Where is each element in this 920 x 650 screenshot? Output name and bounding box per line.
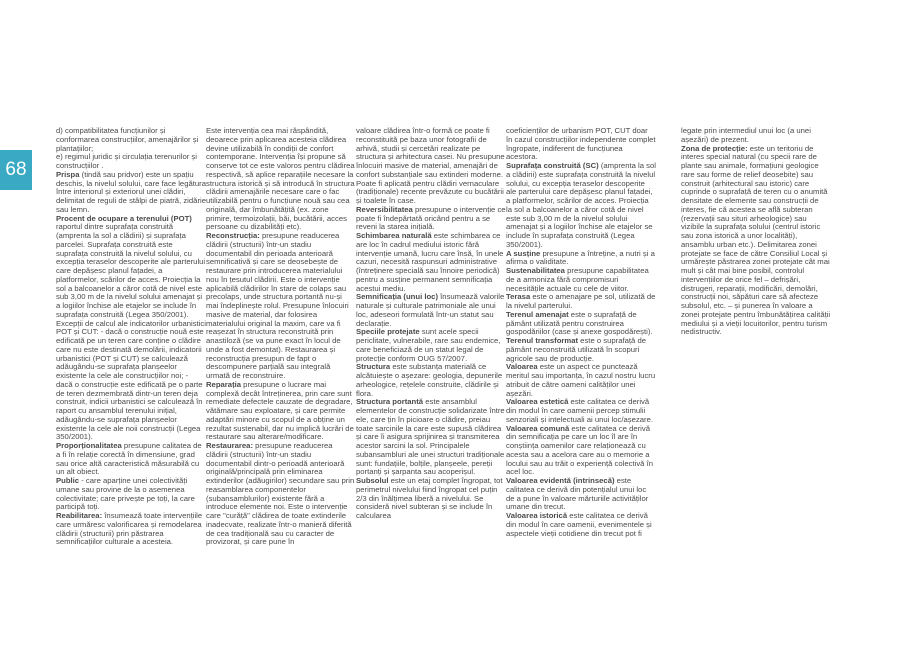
glossary-term: Valoarea evidentă (intrinsecă)	[506, 476, 615, 485]
glossary-definition: este o amenajare pe sol, utilizată de la nivelul parterului.	[506, 292, 656, 310]
glossary-entry	[506, 267, 656, 293]
glossary-definition: este un aspect ce punctează meritul sau importanța, în cazul nostru lucru atribuit de către oameni calităților unei așezări.	[506, 362, 656, 398]
glossary-definition: sunt acele specii periclitate, vulnerabile, rare sau endemice, care beneficiază de un statut legal de protecție conform OUG 57/2007.	[356, 327, 501, 363]
column-2	[206, 127, 356, 647]
glossary-entry	[506, 293, 656, 311]
glossary-term: Schimbarea naturală	[356, 231, 432, 240]
glossary-entry	[506, 127, 656, 162]
glossary-entry	[356, 293, 506, 328]
glossary-definition: este schimbarea ce are loc în cadrul mediului istoric fără intervenție umană, lucru care însă, în unele cazuri, necesită raspunsuri administrative (întreținere specială sau înnoire periodică) pentru a susține permanent semnificația acestui mediu.	[356, 231, 504, 293]
glossary-term: Structura	[356, 362, 391, 372]
glossary-definition: este ansamblul elementelor de construcție solidarizate între ele, care țin în picioare o clădire, preiau toate sarcinile la care este supusă clădirea și care îi asigura sprijinirea și transmiterea acestor sarcini la sol. Principalele subansambluri ale unei structuri tradiționale sunt: fundațiile, bolțile, planșeele, pereții portanți și șarpanta sau acoperișul.	[356, 397, 505, 477]
glossary-entry	[506, 162, 656, 250]
glossary-definition: raportul dintre suprafața construită (amprenta la sol a clădirii) și suprafața parcelei. Suprafața construită este suprafața construită la nivelul solului, cu excepția teraselor descoperite ale parterului care depășesc planul fațadei, a platformelor, scărilor de acces. Proiecția la sol a balcoanelor a căror cotă de nivel este sub 3,00 m de la nivelul solului amenajat și a logiilor închise ale etajelor se include în suprafața construită (Legea 350/2001). Excepții de calcul ale indicatorilor urbanistici POT și CUT: - dacă o construcție nouă este edificată pe un teren care conține o clădire care nu este destinată demolării, indicatorii urbanistici (POT și CUT) se calculează adăugându-se suprafața planșeelor existente la cele ale construcțiilor noi; - dacă o construcție este edificată pe o parte de teren dezmembrată dintr-un teren deja construit, indicii urbanistici se calculează în raport cu ansamblul terenului inițial, adăugându-se suprafața planșeelor existente la cele ale noii construcții (Legea 350/2001).	[56, 222, 206, 442]
glossary-definition: (amprenta la sol a clădirii) este suprafața construită la nivelul solului, cu excepția teraselor descoperite ale parterului care depășesc planul fațadei, a platformelor, scărilor de acces. Proiecția la sol a balcoanelor a căror cotă de nivel este sub 3,00 m de la nivelul solului amenajat și a logiilor închise ale etajelor se include în suprafața construită (Legea 350/2001).	[506, 161, 656, 249]
glossary-entry	[56, 442, 206, 477]
glossary-term: Suprafața construită (SC)	[506, 161, 599, 170]
glossary-term: Valoarea istorică	[506, 511, 568, 520]
glossary-term: Speciile protejate	[356, 327, 420, 337]
glossary-term: Subsolul	[356, 476, 389, 485]
glossary-definition: însumează valorile naturale și culturale patrimoniale ale unui loc, adeseori formulată într-un statut sau declarație.	[356, 292, 505, 328]
glossary-term: Proporționalitatea	[56, 441, 122, 450]
glossary-term: Prispa	[56, 169, 80, 179]
glossary-term: Valoarea	[506, 362, 538, 372]
glossary-entry	[506, 311, 656, 337]
glossary-entry	[356, 206, 506, 232]
glossary-term: Reconstrucția:	[206, 231, 260, 240]
glossary-entry	[506, 425, 656, 478]
glossary-term: Public	[56, 476, 80, 485]
glossary-entry	[506, 398, 656, 424]
glossary-entry	[206, 442, 356, 547]
text-columns	[0, 127, 920, 647]
glossary-entry	[681, 145, 831, 338]
glossary-term: Semnificația (unui loc)	[356, 292, 439, 302]
column-1	[56, 127, 206, 647]
glossary-definition: (tindă sau pridvor) este un spațiu deschis, la nivelul solului, care face legătura între interiorul și exteriorul unei clădiri, delimitat de reguli de stâlpi de piatră, zidărie sau lemn.	[56, 169, 206, 214]
glossary-term: Procent de ocupare a terenului (POT)	[56, 213, 192, 223]
glossary-term: A susține	[506, 248, 541, 258]
glossary-definition: este calitatea ce derivă din modul în care oamenii percep stimulii senzoriali și intelectuali ai unui loc/așezare.	[506, 397, 653, 424]
glossary-definition: este calitatea ce derivă din semnificația pe care un loc îl are în conștiința oamenilor care relaționează cu acesta sau a acelora care au o memorie a locului sau au trăit o experiență colectivă în acel loc.	[506, 423, 654, 477]
glossary-term: Terasa	[506, 292, 531, 302]
column-5	[681, 127, 831, 647]
glossary-definition: este un etaj complet îngropat, tot perimetrul nivelului fiind îngropat cel puțin 2/3 din înălțimea liberă a nivelului. Se consideră nivel subteran și se include în calcularea	[356, 476, 503, 520]
glossary-entry	[356, 232, 506, 293]
glossary-definition: presupune calitatea de a fi în relație corectă în dimensiune, grad sau orice altă caracteristică măsurabilă cu un alt obiect.	[56, 441, 202, 477]
glossary-entry	[356, 363, 506, 398]
glossary-definition: presupune readucerea clădirii (structurii) într-un stadiu documentabil din perioada anterioară semnificativă și care se deosebește de restaurare prin introducerea materialului nou în țesutul clădirii. Este o intervenție aplicabilă clădirilor în stare de colaps sau precolaps, unde structura portantă nu-și mai îndeplinește rolul. Presupune înlocuiri masive de material, dar folosirea materialului original la maxim, care va fi reașezat în structura reconstruită prin anastiloză (se va pune exact în locul de unde a fost demontat). Restaurarea și reconstrucția presupun de fapt o descompunere parțială sau integrală urmată de reconstruire.	[206, 231, 349, 380]
glossary-term: Valoarea comună	[506, 423, 570, 433]
glossary-term: Sustenabilitatea	[506, 266, 565, 275]
glossary-definition: este calitatea ce derivă din potențialul unui loc de a pune în valoare mărturiile activităților umane din trecut.	[506, 476, 649, 512]
page-number: 68	[5, 159, 27, 180]
glossary-definition: - care aparține unei colectivități umane sau provine de la o asemenea colectivitate; care privește pe toți, la care participă toți.	[56, 476, 195, 512]
glossary-definition: legate prin intermediul unui loc (a unei așezări) de prezent.	[681, 127, 811, 144]
glossary-definition: presupune readucerea clădirii (structurii) într-un stadiu documentabil dintr-o perioadă anterioară originală/principală prin eliminarea extinderilor (adăugirilor) secundare sau prin reasamblarea componentelor (subansamblurilor) existente fără a introduce elemente noi. Este o intervenție care "curăță" clădirea de toate extinderile inadecvate, realizate într-o manieră diferită de cea tradițională sau cu caracter de provizorat, și care pune în	[206, 441, 355, 547]
column-4	[506, 127, 656, 647]
glossary-definition: valoare clădirea într-o formă ce poate fi reconstituită pe baza unor fotografii de arhivă, studii și cercetări realizate pe structura și arhitectura casei. Nu presupune înlocuiri masive de material, amenajări de confort substanțiale sau extinderi moderne. Poate fi aplicată pentru clădiri vernaculare (tradiționale) recente prevăzute cu bucătării și toalete în case.	[356, 127, 505, 205]
glossary-term: Zona de protecție:	[681, 143, 748, 153]
glossary-term: Terenul amenajat	[506, 309, 569, 319]
glossary-definition: Este intervenția cea mai răspândită, deoarece prin aplicarea acesteia clădirea devine utilizabilă în condiții de confort contemporane. Intervenția își propune să conserve tot ce este valoros pentru clădirea respectivă, să aplice reparațiile necesare la structura istorică și să introducă în structura clădirii amenajările necesare care o fac utilizabilă pentru o funcțiune nouă sau cea originală, dar îmbunătățită (ex. zone primire, termoizolații, băi, bucătării, acces persoane cu dizabilități etc).	[206, 127, 355, 232]
glossary-definition: este o suprafață de pământ utilizată pentru construirea gospodăriilor (case și anexe gospodărești).	[506, 309, 653, 337]
glossary-entry	[56, 127, 206, 153]
column-3	[356, 127, 506, 647]
glossary-entry	[56, 171, 206, 215]
glossary-term: Valoarea estetică	[506, 397, 569, 407]
glossary-term: Reabilitarea:	[56, 511, 103, 520]
glossary-definition: coeficienților de urbanism POT, CUT doar în cazul construcțiilor independente complet îngropate, indiferent de funcțiunea acestora.	[506, 127, 656, 162]
glossary-entry	[56, 215, 206, 443]
glossary-entry	[56, 512, 206, 547]
glossary-definition: presupune a întreține, a nutri și a afirma o validitate.	[506, 248, 655, 267]
glossary-term: Structura portantă	[356, 397, 424, 407]
glossary-entry	[506, 363, 656, 398]
glossary-entry	[206, 232, 356, 381]
glossary-entry	[356, 477, 506, 521]
glossary-entry	[356, 398, 506, 477]
glossary-entry	[206, 381, 356, 442]
glossary-definition: este substanța materială ce alcătuiește o așezare: geologia, depunerile arheologice, rețelele construite, clădirile și flora.	[356, 362, 503, 398]
glossary-term: Restaurarea:	[206, 441, 254, 450]
glossary-entry	[681, 127, 831, 145]
glossary-definition: însumează toate intervențiile care urmăresc valorificarea și remodelarea clădirii (structurii) prin păstrarea semnificațiilor culturale a acesteia.	[56, 511, 203, 547]
glossary-definition: d) compatibilitatea funcțiunilor și conformarea construcțiilor, amenajărilor și plantațiilor;	[56, 127, 199, 153]
glossary-definition: e) regimul juridic și circulația terenurilor și construcțiilor .	[56, 152, 197, 170]
glossary-definition: este calitatea ce derivă din modul în care oamenii, evenimentele și aspectele vieții cotidiene din trecut pot fi	[506, 511, 652, 538]
glossary-entry	[356, 328, 506, 363]
glossary-entry	[506, 337, 656, 363]
glossary-entry	[506, 250, 656, 268]
glossary-term: Reparația	[206, 379, 242, 389]
glossary-entry	[206, 127, 356, 232]
glossary-definition: este o suprafață de pământ neconstruită utilizată în scopuri agricole sau de producție.	[506, 336, 646, 363]
glossary-entry	[56, 477, 206, 512]
glossary-definition: presupune capabilitatea de a armoniza fără compromisuri necesitățile actuale cu cele de viitor.	[506, 266, 649, 293]
glossary-entry	[56, 153, 206, 171]
glossary-entry	[506, 512, 656, 538]
glossary-entry	[506, 477, 656, 512]
glossary-term: Terenul transformat	[506, 336, 579, 345]
glossary-definition: presupune o lucrare mai complexă decât întreținerea, prin care sunt remediate defectele cauzate de degradare, vătămare sau exploatare, și care permite adaptări minore cu scopul de a obține un rezultat sustenabil, dar nu implică lucrări de restaurare sau alterare/modificare.	[206, 379, 354, 442]
glossary-definition: este un teritoriu de interes special natural (cu specii rare de plante sau animale, formațiuni geologice rare sau forme de relief deosebite) sau construit (arhitectural sau istoric) care cuprinde o suprafață de teren cu o anumită densitate de elemente sau construcții de interes, fie că acestea se află subteran (rezervații sau situri arheologice) sau vizibile la suprafața solului (centrul istoric sau zona istorică a unor localități), ansamblu urban etc.). Delimitarea zonei protejate se face de către Consiliul Local și urmărește păstrarea zonei protejate cât mai mult și cât mai bine posibil, controlul intervențiilor de orice fel – defrișări, distrugeri, reparații, modificări, demolări, construcții noi, săpături care să afecteze subsolul, etc. – și punerea în valoare a zonei protejate pentru îmbunătățirea calității mediului și a vieții locuitorilor, pentru turism nedistructiv.	[681, 143, 831, 337]
glossary-entry	[356, 127, 506, 206]
glossary-term: Reversibilitatea	[356, 204, 413, 214]
glossary-definition: presupune o intervenție ce poate fi îndepărtată oricând pentru a se reveni la starea inițială.	[356, 204, 506, 232]
